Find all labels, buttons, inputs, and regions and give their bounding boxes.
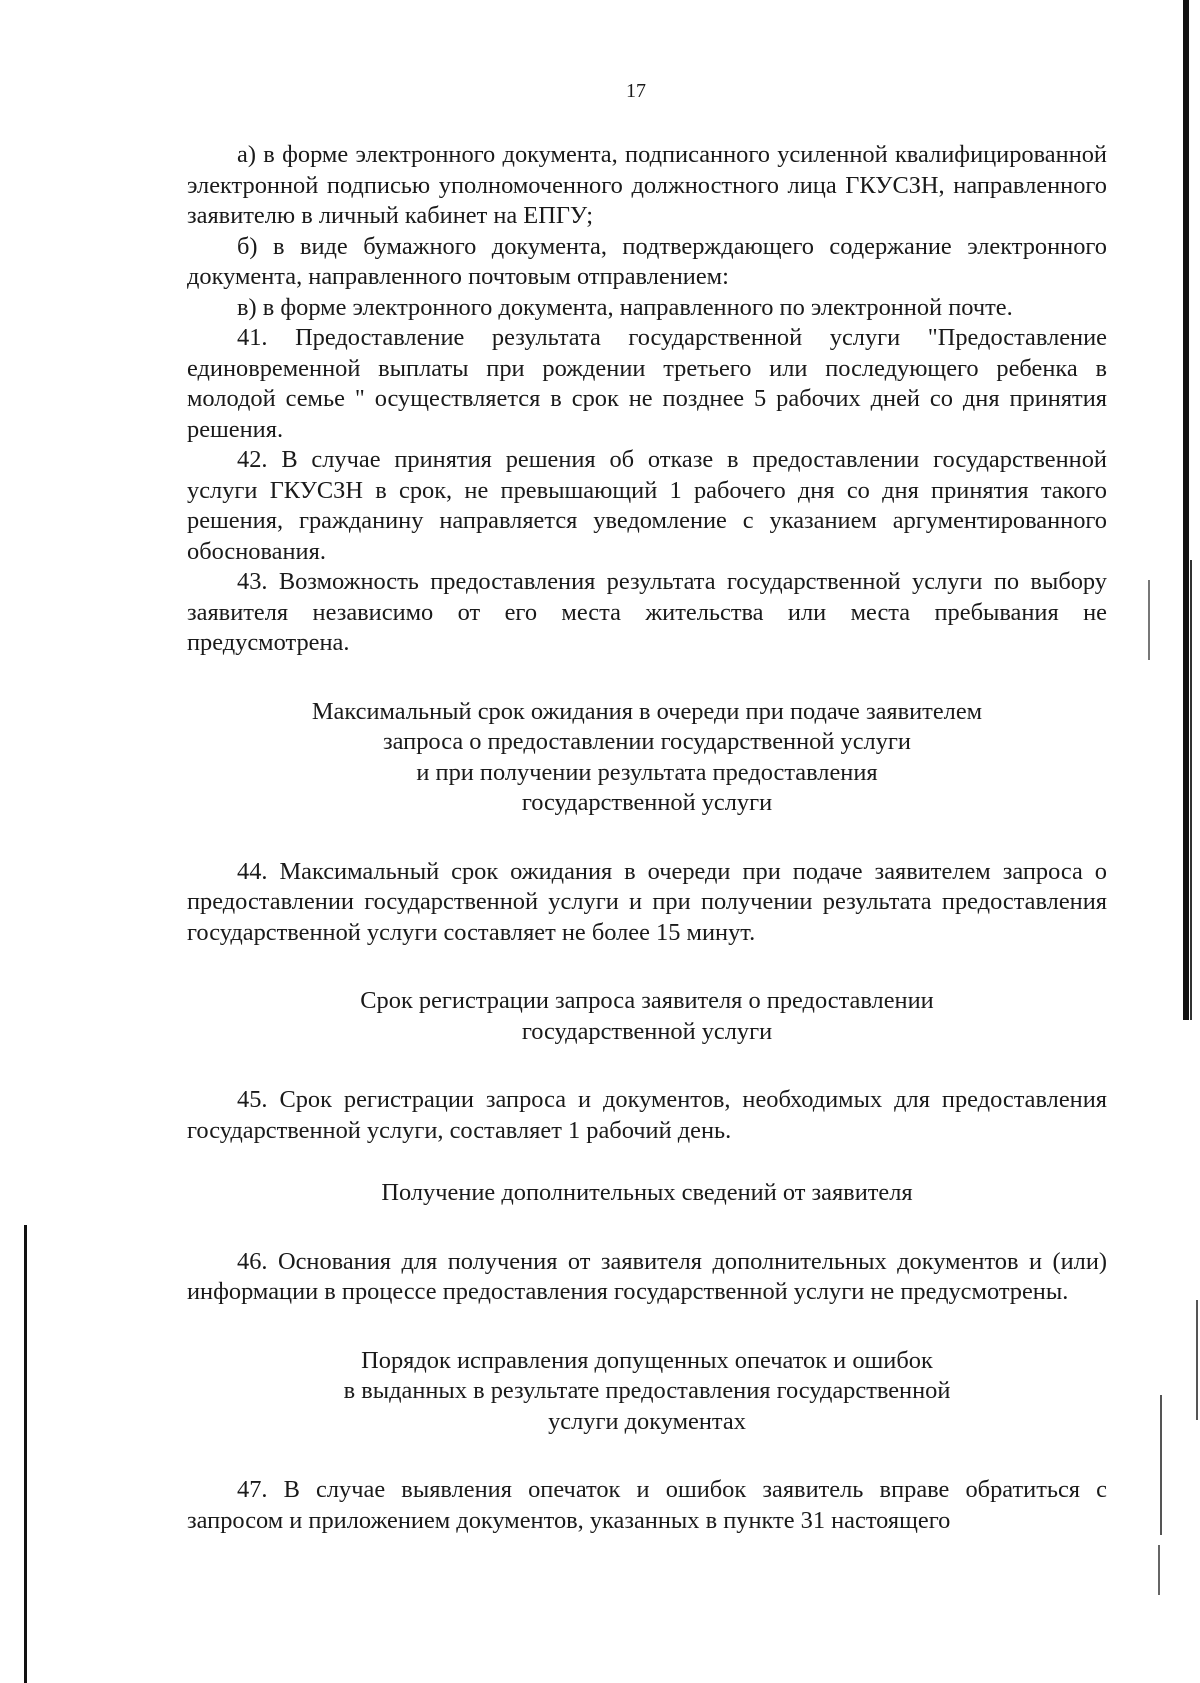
paragraph-42: 42. В случае принятия решения об отказе в предоставлении государственной услуги ГКУСЗН в срок, не превышающий 1 рабочего дня со дня принятия такого решения, гражданину направляется уведомление с указанием аргументированного обоснования. bbox=[187, 446, 1107, 565]
scan-mark bbox=[1158, 1545, 1160, 1595]
paragraph-43: 43. Возможность предоставления результата государственной услуги по выбору заявителя независимо от его места жительства или места пребывания не предусмотрена. bbox=[187, 568, 1107, 656]
section-heading-registration: Срок регистрации запроса заявителя о предоставлении государственной услуги bbox=[360, 987, 934, 1045]
paragraph-44: 44. Максимальный срок ожидания в очереди при подаче заявителем запроса о предоставлении государственной услуги и при получении результата предоставления государственной услуги составляет не более 15 минут. bbox=[187, 857, 1107, 946]
paragraph-b: б) в виде бумажного документа, подтверждающего содержание электронного документа, направленного почтовым отправлением: bbox=[187, 232, 1107, 290]
document-body bbox=[187, 140, 1107, 1536]
section-heading-additional-info: Получение дополнительных сведений от заявителя bbox=[381, 1179, 913, 1206]
paragraph-47: 47. В случае выявления опечаток и ошибок заявитель вправе обратиться с запросом и приложением документов, указанных в пункте 31 настоящего bbox=[187, 1476, 1107, 1534]
paragraph-a: а) в форме электронного документа, подписанного усиленной квалифицированной электронной подписью уполномоченного должностного лица ГКУСЗН, направленного заявителю в личный кабинет на ЕПГУ; bbox=[187, 141, 1107, 229]
section-heading-max-wait: Максимальный срок ожидания в очереди при подаче заявителем запроса о предоставлении государственной услуги и при получении результата предоставления государственной услуги bbox=[311, 697, 983, 816]
scan-mark bbox=[1148, 580, 1150, 660]
scan-edge-left bbox=[24, 1225, 27, 1683]
paragraph-41: 41. Предоставление результата государственной услуги "Предоставление единовременной выплаты при рождении третьего или последующего ребенка в молодой семье " осуществляется в срок не позднее 5 рабочих дней со дня принятия решения. bbox=[187, 324, 1107, 443]
scan-edge-right-lower bbox=[1196, 1300, 1198, 1420]
section-heading-corrections: Порядок исправления допущенных опечаток и ошибок в выданных в результате предоставления государственной услуги документах bbox=[343, 1346, 951, 1435]
paragraph-46: 46. Основания для получения от заявителя дополнительных документов и (или) информации в процессе предоставления государственной услуги не предусмотрены. bbox=[187, 1247, 1107, 1305]
scan-edge-right bbox=[1183, 0, 1189, 1020]
paragraph-45: 45. Срок регистрации запроса и документов, необходимых для предоставления государственной услуги, составляет 1 рабочий день. bbox=[187, 1086, 1107, 1144]
page-number: 17 bbox=[626, 80, 646, 102]
scan-edge-right-thin bbox=[1190, 560, 1192, 1020]
paragraph-v: в) в форме электронного документа, направленного по электронной почте. bbox=[237, 293, 1013, 321]
scan-mark bbox=[1160, 1395, 1162, 1535]
